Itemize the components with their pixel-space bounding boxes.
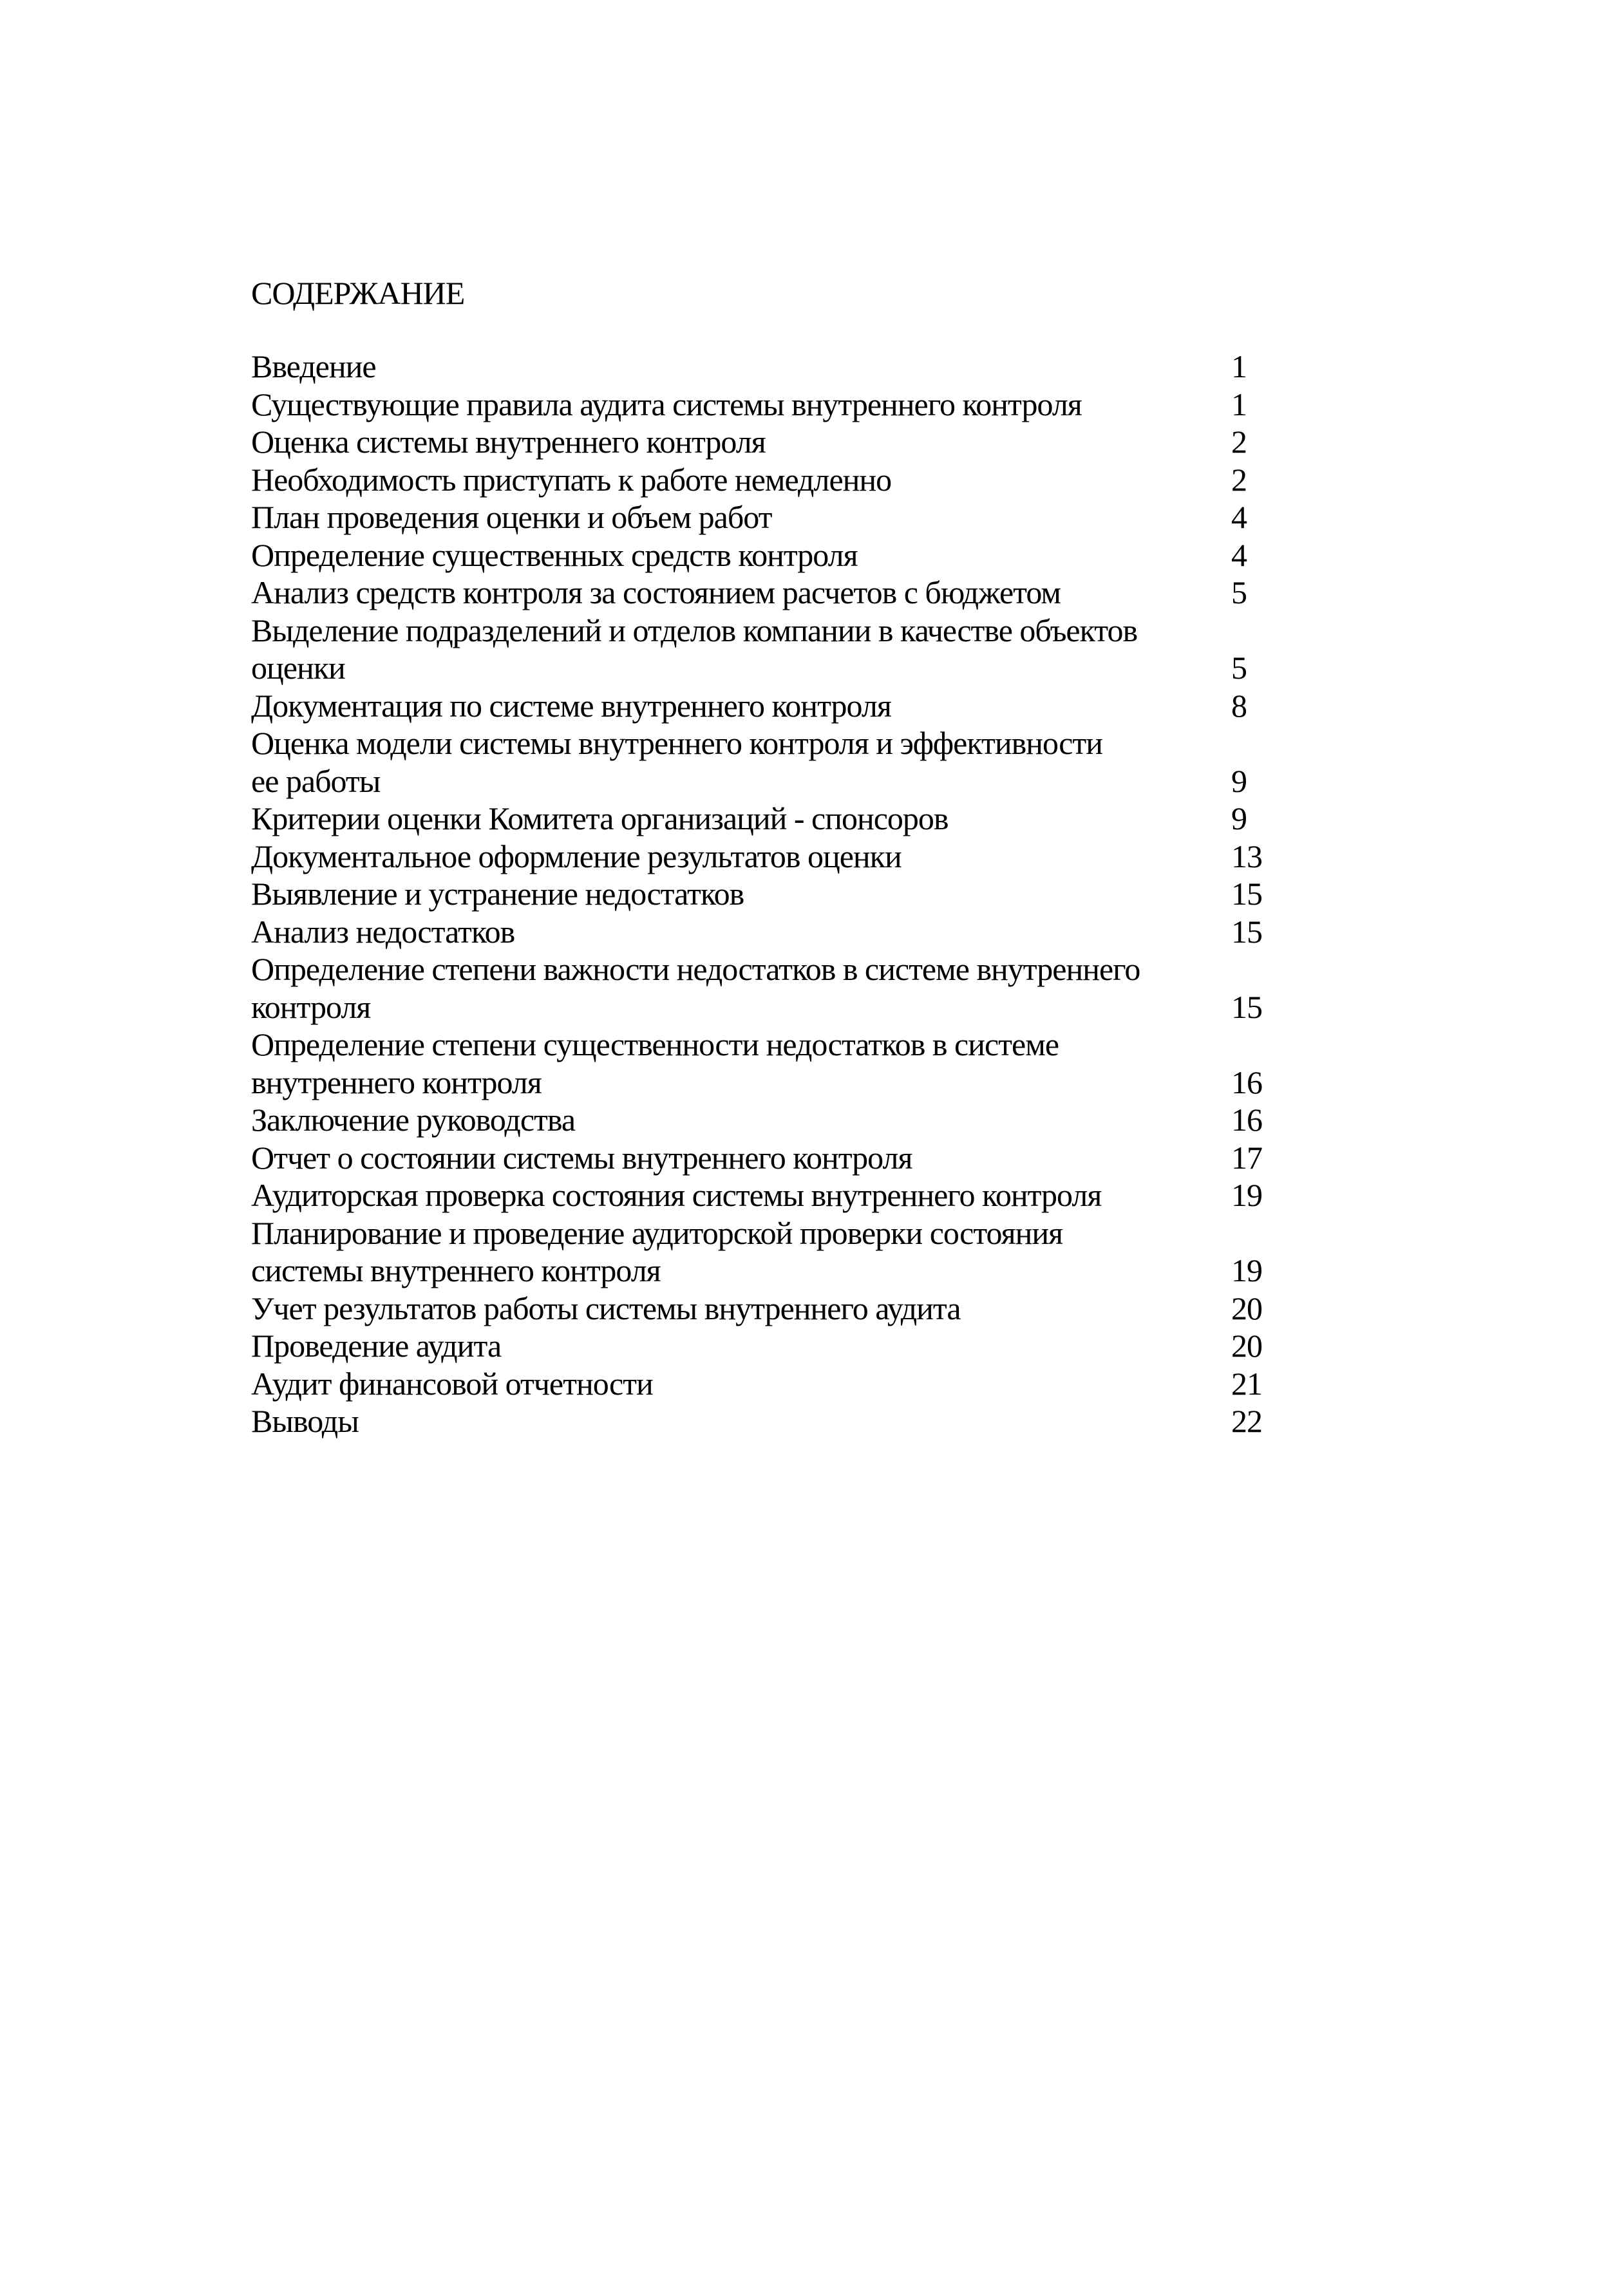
toc-entry [251,724,1281,800]
toc-entry-title: Аудит финансовой отчетности [251,1365,653,1402]
toc-entry-title: План проведения оценки и объем работ [251,499,772,535]
toc-entry [251,1176,1281,1214]
toc-entry-line [251,423,1281,461]
toc-entry-title: Существующие правила аудита системы внутреннего контроля [251,386,1082,422]
toc-entry-line [251,612,1281,650]
toc-page-number: 9 [1231,800,1247,836]
toc-page-number: 4 [1231,499,1247,535]
toc-entry [251,800,1281,838]
toc-entry-line [251,1214,1281,1252]
toc-entry-line [251,1064,1281,1102]
toc-page-number: 20 [1231,1328,1262,1364]
toc-entry-title: Введение [251,348,376,384]
toc-entry-title: Необходимость приступать к работе немедленно [251,461,892,498]
toc-entry [251,1290,1281,1328]
toc-entry-line [251,687,1281,725]
toc-entry-line [251,913,1281,951]
table-of-contents [251,348,1281,1440]
toc-entry-line [251,875,1281,913]
toc-entry [251,1214,1281,1290]
toc-page-number: 17 [1231,1139,1262,1176]
toc-entry-line [251,950,1281,988]
toc-entry [251,1365,1281,1403]
toc-entry-line [251,649,1281,687]
toc-entry-title: Выводы [251,1403,359,1439]
toc-entry [251,423,1281,461]
toc-entry-line [251,1327,1281,1365]
toc-entry-title: Документальное оформление результатов оценки [251,838,902,874]
toc-entry-title: контроля [251,988,371,1025]
toc-entry-title: Анализ недостатков [251,913,515,950]
toc-entry-title: Критерии оценки Комитета организаций - спонсоров [251,800,949,836]
toc-entry-title: Учет результатов работы системы внутреннего аудита [251,1290,961,1326]
toc-entry-line [251,1101,1281,1139]
toc-page-number: 8 [1231,687,1247,724]
toc-page-number: 19 [1231,1252,1262,1288]
toc-entry-title: Заключение руководства [251,1102,576,1138]
toc-entry [251,536,1281,574]
toc-entry-line [251,1290,1281,1328]
toc-entry-title: ее работы [251,762,381,799]
toc-entry-title: Определение существенных средств контроля [251,536,858,573]
toc-entry-title: Определение степени важности недостатков в системе внутреннего [251,951,1140,987]
toc-entry-title: оценки [251,650,345,686]
toc-entry-title: Планирование и проведение аудиторской проверки состояния [251,1214,1063,1251]
toc-entry [251,386,1281,424]
toc-entry-title: Оценка системы внутреннего контроля [251,424,766,460]
toc-heading: СОДЕРЖАНИЕ [251,275,465,311]
toc-entry-title: Отчет о состоянии системы внутреннего контроля [251,1139,912,1176]
toc-entry-title: системы внутреннего контроля [251,1252,661,1288]
toc-entry-line [251,800,1281,838]
toc-entry-title: Определение степени существенности недостатков в системе [251,1026,1059,1062]
toc-entry [251,1402,1281,1440]
toc-entry-line [251,1176,1281,1214]
toc-page-number: 19 [1231,1177,1262,1213]
toc-entry-title: Выявление и устранение недостатков [251,876,744,912]
toc-entry-line [251,1402,1281,1440]
toc-entry-line [251,386,1281,424]
toc-page-number: 16 [1231,1064,1262,1100]
toc-entry-title: Оценка модели системы внутреннего контроля и эффективности [251,725,1103,761]
toc-entry-line [251,1252,1281,1290]
toc-entry [251,348,1281,386]
toc-entry [251,612,1281,687]
toc-entry-title: Документация по системе внутреннего контроля [251,687,891,724]
toc-entry [251,687,1281,725]
toc-entry-line [251,536,1281,574]
toc-entry [251,461,1281,499]
toc-entry-title: Проведение аудита [251,1328,502,1364]
toc-entry-line [251,348,1281,386]
toc-entry-title: внутреннего контроля [251,1064,542,1100]
toc-page-number: 15 [1231,913,1262,950]
toc-page-number: 2 [1231,424,1247,460]
toc-entry-line [251,461,1281,499]
toc-page-number: 5 [1231,650,1247,686]
toc-entry [251,1026,1281,1101]
toc-entry-line [251,1365,1281,1403]
toc-page-number: 20 [1231,1290,1262,1326]
toc-entry [251,838,1281,876]
toc-page-number: 4 [1231,536,1247,573]
toc-entry-line [251,988,1281,1026]
toc-entry-line [251,498,1281,536]
toc-page-number: 16 [1231,1102,1262,1138]
toc-entry-line [251,1139,1281,1177]
toc-entry-title: Анализ средств контроля за состоянием расчетов с бюджетом [251,574,1061,610]
toc-page-number: 2 [1231,461,1247,498]
toc-entry [251,1101,1281,1139]
toc-page-number: 15 [1231,876,1262,912]
toc-page-number: 1 [1231,386,1247,422]
toc-entry-line [251,838,1281,876]
toc-entry [251,1139,1281,1177]
toc-entry [251,950,1281,1026]
toc-entry-line [251,724,1281,762]
toc-page-number: 21 [1231,1365,1262,1402]
toc-page-number: 5 [1231,574,1247,610]
toc-page-number: 1 [1231,348,1247,384]
toc-page-number: 9 [1231,762,1247,799]
toc-entry-line [251,574,1281,612]
toc-entry [251,574,1281,612]
toc-page-number: 13 [1231,838,1262,874]
toc-entry [251,875,1281,913]
toc-entry [251,1327,1281,1365]
toc-entry-title: Аудиторская проверка состояния системы внутреннего контроля [251,1177,1102,1213]
toc-entry-line [251,1026,1281,1064]
toc-entry [251,913,1281,951]
toc-entry-line [251,762,1281,800]
toc-page-number: 22 [1231,1403,1262,1439]
toc-page-number: 15 [1231,988,1262,1025]
toc-entry-title: Выделение подразделений и отделов компании в качестве объектов [251,612,1138,648]
toc-entry [251,498,1281,536]
